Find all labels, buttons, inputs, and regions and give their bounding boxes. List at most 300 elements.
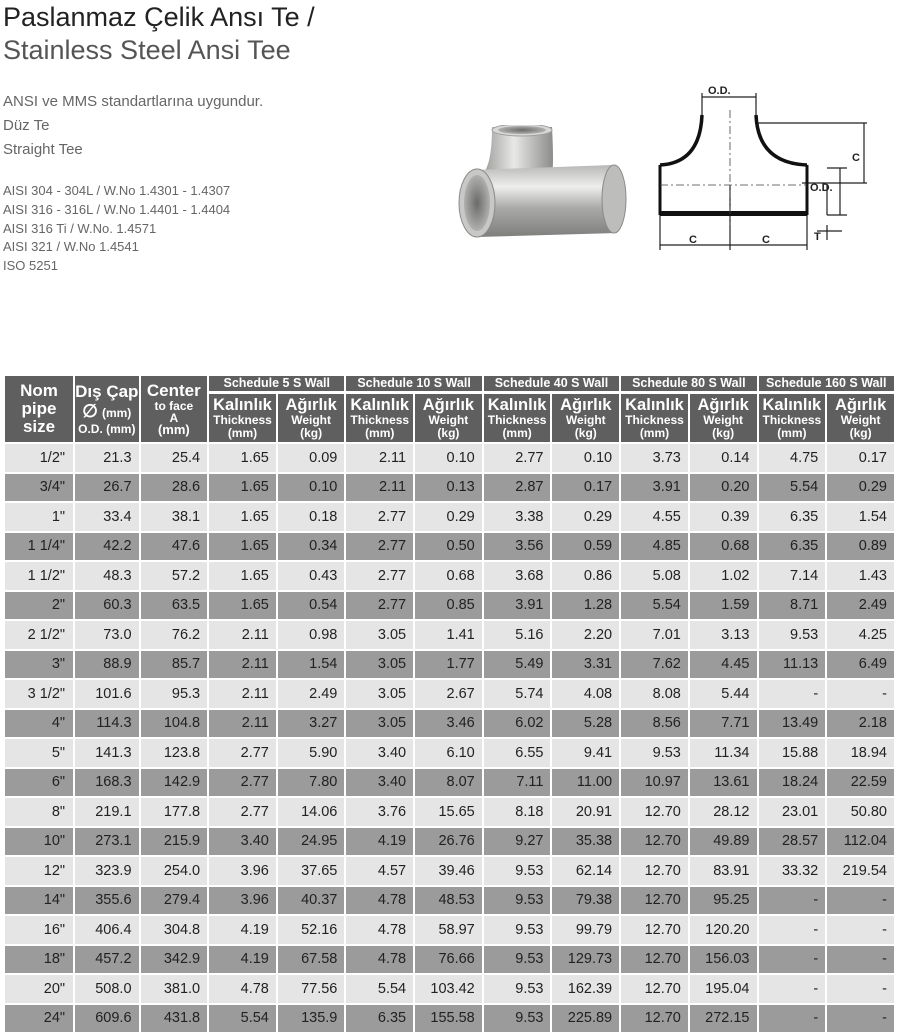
c-right-label: C (852, 152, 860, 164)
table-cell: 63.5 (141, 592, 208, 620)
table-cell: 88.9 (75, 651, 138, 679)
table-cell: - (827, 916, 894, 944)
header-schedule-10s: Schedule 10 S Wall (346, 376, 481, 392)
table-cell: 120.20 (690, 916, 757, 944)
header-text: Center (146, 381, 201, 400)
table-cell: 0.54 (278, 592, 345, 620)
table-cell: 5.44 (690, 680, 757, 708)
header-thickness (621, 394, 688, 442)
table-cell: 508.0 (75, 975, 138, 1003)
header-weight (552, 394, 619, 442)
table-cell: 6.35 (346, 1005, 413, 1033)
table-cell: 1.77 (415, 651, 482, 679)
page-subtitle: Stainless Steel Ansi Tee (3, 35, 291, 65)
table-cell: 3.38 (484, 503, 551, 531)
table-cell: 12.70 (621, 798, 688, 826)
table-cell: - (827, 680, 894, 708)
table-cell: 60.3 (75, 592, 138, 620)
table-cell: 4.78 (346, 916, 413, 944)
table-cell: 2.20 (552, 621, 619, 649)
table-cell: 2.11 (209, 710, 276, 738)
nominal-size-cell: 12" (5, 857, 73, 885)
table-cell: 52.16 (278, 916, 345, 944)
table-row (5, 444, 894, 472)
table-cell: 355.6 (75, 887, 138, 915)
table-cell: 25.4 (141, 444, 208, 472)
header-text: (mm) (639, 425, 670, 440)
table-cell: - (827, 946, 894, 974)
table-cell: 155.58 (415, 1005, 482, 1033)
table-cell: 168.3 (75, 769, 138, 797)
table-cell: 26.76 (415, 828, 482, 856)
table-cell: 0.86 (552, 562, 619, 590)
table-cell: 2.11 (209, 680, 276, 708)
table-cell: 3.96 (209, 857, 276, 885)
table-cell: 95.25 (690, 887, 757, 915)
table-cell: 2.11 (209, 651, 276, 679)
table-cell: 5.54 (621, 592, 688, 620)
description-line: ANSI ve MMS standartlarına uygundur. (3, 93, 264, 110)
table-cell: 76.2 (141, 621, 208, 649)
table-cell: 1.59 (690, 592, 757, 620)
table-cell: 0.18 (278, 503, 345, 531)
nominal-size-cell: 16" (5, 916, 73, 944)
table-cell: 0.10 (278, 474, 345, 502)
table-cell: 2.49 (278, 680, 345, 708)
table-cell: 8.08 (621, 680, 688, 708)
spec-line: AISI 316 Ti / W.No. 1.4571 (3, 220, 157, 236)
table-row (5, 798, 894, 826)
nominal-size-cell: 14" (5, 887, 73, 915)
table-row (5, 769, 894, 797)
table-cell: 9.53 (484, 1005, 551, 1033)
header-text: pipe (21, 399, 57, 418)
header-text: Ağırlık (697, 396, 749, 414)
table-row (5, 975, 894, 1003)
table-cell: 85.7 (141, 651, 208, 679)
table-cell: 2.11 (209, 621, 276, 649)
nominal-size-cell: 1 1/2" (5, 562, 73, 590)
table-cell: 342.9 (141, 946, 208, 974)
table-cell: 38.1 (141, 503, 208, 531)
table-row (5, 916, 894, 944)
table-cell: 0.85 (415, 592, 482, 620)
nominal-size-cell: 5" (5, 739, 73, 767)
table-cell: 5.74 (484, 680, 551, 708)
header-text: (mm) (365, 425, 395, 440)
table-cell: 13.49 (759, 710, 826, 738)
spec-line: AISI 304 - 304L / W.No 1.4301 - 1.4307 (3, 183, 231, 198)
table-cell: 0.17 (552, 474, 619, 502)
header-text: (kg) (437, 425, 460, 440)
table-cell: 28.6 (141, 474, 208, 502)
nominal-size-cell: 10" (5, 828, 73, 856)
table-cell: 5.28 (552, 710, 619, 738)
table-cell: 37.65 (278, 857, 345, 885)
table-cell: - (759, 680, 826, 708)
table-cell: 112.04 (827, 828, 894, 856)
table-cell: 6.02 (484, 710, 551, 738)
header-schedule-80s: Schedule 80 S Wall (621, 376, 756, 392)
table-cell: 609.6 (75, 1005, 138, 1033)
table-cell: 0.50 (415, 533, 482, 561)
header-text: size (22, 417, 56, 436)
table-cell: 18.24 (759, 769, 826, 797)
header-text: Ağırlık (422, 396, 475, 414)
table-cell: 1.54 (827, 503, 894, 531)
page-title: Paslanmaz Çelik Ansı Te / (3, 2, 315, 32)
nominal-size-cell: 24" (5, 1005, 73, 1033)
table-cell: 254.0 (141, 857, 208, 885)
nominal-size-cell: 2 1/2" (5, 621, 73, 649)
table-row (5, 828, 894, 856)
table-cell: 101.6 (75, 680, 138, 708)
header-text: Weight (565, 413, 606, 427)
spec-line: ISO 5251 (3, 258, 58, 274)
header-text: Kalınlık (213, 396, 272, 414)
table-cell: 15.65 (415, 798, 482, 826)
table-cell: 0.43 (278, 562, 345, 590)
table-cell: 4.78 (346, 946, 413, 974)
header-thickness (346, 394, 413, 442)
header-text: Kalınlık (625, 396, 684, 414)
table-cell: 0.10 (552, 444, 619, 472)
table-cell: 3.40 (346, 769, 413, 797)
table-cell: 11.34 (690, 739, 757, 767)
table-cell: 4.19 (346, 828, 413, 856)
table-cell: 0.68 (415, 562, 482, 590)
c-left-label: C (689, 234, 697, 246)
table-cell: 215.9 (141, 828, 208, 856)
table-cell: 2.77 (209, 739, 276, 767)
table-cell: 6.55 (484, 739, 551, 767)
table-cell: 0.09 (278, 444, 345, 472)
table-cell: 21.3 (75, 444, 138, 472)
table-cell: 219.1 (75, 798, 138, 826)
table-cell: 0.89 (827, 533, 894, 561)
table-cell: 77.56 (278, 975, 345, 1003)
table-cell: 162.39 (552, 975, 619, 1003)
table-cell: 76.66 (415, 946, 482, 974)
table-cell: 0.29 (827, 474, 894, 502)
table-cell: 0.34 (278, 533, 345, 561)
table-cell: 5.16 (484, 621, 551, 649)
table-cell: 12.70 (621, 975, 688, 1003)
table-row (5, 474, 894, 502)
table-cell: - (759, 1005, 826, 1033)
table-cell: 4.19 (209, 946, 276, 974)
table-cell: 2.11 (346, 444, 413, 472)
table-row (5, 1005, 894, 1033)
nominal-size-cell: 1" (5, 503, 73, 531)
table-cell: 28.57 (759, 828, 826, 856)
table-cell: 2.49 (827, 592, 894, 620)
header-schedule-160s: Schedule 160 S Wall (759, 376, 895, 392)
header-text: (mm) (227, 425, 258, 440)
dimensions-table (3, 374, 896, 1034)
header-text: (kg) (574, 425, 597, 440)
table-cell: 1.65 (209, 444, 276, 472)
od-side-label: O.D. (810, 182, 833, 194)
tee-technical-drawing (652, 85, 870, 257)
table-cell: 12.70 (621, 916, 688, 944)
table-cell: 2.77 (209, 769, 276, 797)
table-cell: 4.55 (621, 503, 688, 531)
table-cell: 12.70 (621, 828, 688, 856)
header-text: Weight (703, 413, 744, 427)
table-cell: 1.43 (827, 562, 894, 590)
table-cell: 381.0 (141, 975, 208, 1003)
header-text: Ağırlık (560, 396, 612, 414)
table-cell: 12.70 (621, 946, 688, 974)
table-cell: 4.75 (759, 444, 826, 472)
table-row (5, 857, 894, 885)
table-cell: 67.58 (278, 946, 345, 974)
header-text: (mm) (101, 406, 132, 420)
table-cell: 4.45 (690, 651, 757, 679)
table-cell: 3.91 (484, 592, 551, 620)
table-cell: 2.77 (346, 562, 413, 590)
table-cell: 48.3 (75, 562, 138, 590)
table-cell: - (827, 975, 894, 1003)
table-cell: 6.10 (415, 739, 482, 767)
table-cell: 3.05 (346, 621, 413, 649)
nominal-size-cell: 3 1/2" (5, 680, 73, 708)
c-bottom-label: C (762, 234, 770, 246)
header-text: Kalınlık (487, 396, 547, 414)
table-cell: 273.1 (75, 828, 138, 856)
header-weight (690, 394, 757, 442)
table-cell: 15.88 (759, 739, 826, 767)
spec-line: AISI 316 - 316L / W.No 1.4401 - 1.4404 (3, 201, 231, 217)
table-cell: 79.38 (552, 887, 619, 915)
header-center-to-face (141, 376, 208, 442)
header-text: Thickness (487, 413, 547, 427)
table-cell: 5.54 (759, 474, 826, 502)
table-cell: 279.4 (141, 887, 208, 915)
table-cell: - (827, 887, 894, 915)
table-cell: 62.14 (552, 857, 619, 885)
header-outer-diameter (75, 376, 138, 442)
header-weight (415, 394, 482, 442)
table-cell: 9.53 (484, 916, 551, 944)
table-cell: 9.27 (484, 828, 551, 856)
table-cell: 8.71 (759, 592, 826, 620)
table-cell: 141.3 (75, 739, 138, 767)
table-cell: 3.46 (415, 710, 482, 738)
table-cell: 4.19 (209, 916, 276, 944)
table-cell: 0.39 (690, 503, 757, 531)
table-cell: 58.97 (415, 916, 482, 944)
header-text: Weight (428, 413, 469, 427)
t-label: T (814, 231, 821, 243)
table-cell: 39.46 (415, 857, 482, 885)
table-cell: 3.31 (552, 651, 619, 679)
table-cell: 4.78 (346, 887, 413, 915)
table-cell: 9.53 (484, 887, 551, 915)
table-row (5, 621, 894, 649)
table-cell: 114.3 (75, 710, 138, 738)
table-cell: 195.04 (690, 975, 757, 1003)
table-row (5, 651, 894, 679)
table-row (5, 562, 894, 590)
diameter-icon: ∅ (82, 401, 98, 421)
table-cell: 7.11 (484, 769, 551, 797)
tee-product-photo (452, 125, 632, 247)
header-text: (kg) (849, 425, 872, 440)
table-cell: 304.8 (141, 916, 208, 944)
header-schedule-40s: Schedule 40 S Wall (484, 376, 619, 392)
table-cell: 14.06 (278, 798, 345, 826)
header-text: Ağırlık (834, 396, 887, 414)
table-cell: 9.53 (621, 739, 688, 767)
table-cell: - (759, 887, 826, 915)
header-text: Thickness (762, 413, 822, 427)
table-cell: 272.15 (690, 1005, 757, 1033)
table-row (5, 887, 894, 915)
nominal-size-cell: 3" (5, 651, 73, 679)
table-cell: 9.53 (484, 975, 551, 1003)
header-weight (278, 394, 345, 442)
table-cell: 2.11 (346, 474, 413, 502)
table-row (5, 739, 894, 767)
table-cell: 22.59 (827, 769, 894, 797)
table-cell: 225.89 (552, 1005, 619, 1033)
nominal-size-cell: 1 1/4" (5, 533, 73, 561)
header-thickness (484, 394, 551, 442)
table-cell: 457.2 (75, 946, 138, 974)
table-cell: 28.12 (690, 798, 757, 826)
table-cell: 3.56 (484, 533, 551, 561)
table-cell: 23.01 (759, 798, 826, 826)
table-cell: 4.78 (209, 975, 276, 1003)
table-cell: 3.91 (621, 474, 688, 502)
header-thickness (759, 394, 826, 442)
table-cell: 40.37 (278, 887, 345, 915)
nominal-size-cell: 2" (5, 592, 73, 620)
table-cell: 7.01 (621, 621, 688, 649)
header-text: Thickness (213, 413, 272, 427)
nominal-size-cell: 20" (5, 975, 73, 1003)
table-cell: 1.65 (209, 503, 276, 531)
table-cell: 9.41 (552, 739, 619, 767)
description-line: Straight Tee (3, 141, 83, 158)
header-thickness (209, 394, 276, 442)
table-cell: 142.9 (141, 769, 208, 797)
table-cell: 33.32 (759, 857, 826, 885)
table-cell: 7.71 (690, 710, 757, 738)
table-cell: 11.00 (552, 769, 619, 797)
header-text: Dış Çap (75, 382, 139, 401)
table-cell: 7.62 (621, 651, 688, 679)
table-row (5, 946, 894, 974)
table-cell: 1.02 (690, 562, 757, 590)
table-cell: 2.77 (346, 533, 413, 561)
description (3, 90, 263, 162)
table-cell: 33.4 (75, 503, 138, 531)
table-cell: 9.53 (759, 621, 826, 649)
table-cell: 12.70 (621, 1005, 688, 1033)
table-cell: 47.6 (141, 533, 208, 561)
table-cell: 3.68 (484, 562, 551, 590)
table-cell: 42.2 (75, 533, 138, 561)
table-cell: 1.28 (552, 592, 619, 620)
table-cell: 9.53 (484, 857, 551, 885)
table-cell: 5.54 (209, 1005, 276, 1033)
table-cell: 123.8 (141, 739, 208, 767)
table-row (5, 592, 894, 620)
od-top-label: O.D. (708, 85, 731, 97)
table-cell: 1.54 (278, 651, 345, 679)
header-text: Thickness (350, 413, 410, 427)
table-cell: 95.3 (141, 680, 208, 708)
table-cell: 431.8 (141, 1005, 208, 1033)
table-cell: 3.73 (621, 444, 688, 472)
table-cell: 8.07 (415, 769, 482, 797)
table-cell: 0.17 (827, 444, 894, 472)
header-text: (kg) (300, 425, 323, 440)
table-cell: 6.49 (827, 651, 894, 679)
table-cell: 99.79 (552, 916, 619, 944)
table-cell: 5.54 (346, 975, 413, 1003)
table-cell: 4.85 (621, 533, 688, 561)
description-line: Düz Te (3, 117, 50, 134)
table-cell: 6.35 (759, 503, 826, 531)
table-cell: 49.89 (690, 828, 757, 856)
nominal-size-cell: 8" (5, 798, 73, 826)
table-cell: 20.91 (552, 798, 619, 826)
table-cell: - (759, 946, 826, 974)
nominal-size-cell: 1/2" (5, 444, 73, 472)
table-cell: 83.91 (690, 857, 757, 885)
table-cell: 2.87 (484, 474, 551, 502)
header-text: (mm) (157, 422, 190, 437)
header-schedule-5s: Schedule 5 S Wall (209, 376, 344, 392)
table-cell: 24.95 (278, 828, 345, 856)
table-cell: 323.9 (75, 857, 138, 885)
table-cell: 7.14 (759, 562, 826, 590)
table-cell: 1.41 (415, 621, 482, 649)
header-text: (mm) (777, 425, 807, 440)
table-cell: 0.68 (690, 533, 757, 561)
table-cell: 0.14 (690, 444, 757, 472)
table-cell: 7.80 (278, 769, 345, 797)
table-cell: 3.27 (278, 710, 345, 738)
table-cell: 8.18 (484, 798, 551, 826)
table-cell: 5.08 (621, 562, 688, 590)
table-cell: 12.70 (621, 887, 688, 915)
table-cell: 103.42 (415, 975, 482, 1003)
table-cell: 73.0 (75, 621, 138, 649)
header-text: Kalınlık (762, 396, 822, 414)
table-cell: 13.61 (690, 769, 757, 797)
table-cell: 2.67 (415, 680, 482, 708)
table-cell: 4.57 (346, 857, 413, 885)
table-cell: 3.05 (346, 710, 413, 738)
table-cell: 0.29 (415, 503, 482, 531)
header-text: Thickness (625, 413, 684, 427)
table-cell: 35.38 (552, 828, 619, 856)
table-cell: 3.40 (346, 739, 413, 767)
table-cell: 0.10 (415, 444, 482, 472)
table-row (5, 503, 894, 531)
table-cell: - (827, 1005, 894, 1033)
table-cell: 177.8 (141, 798, 208, 826)
table-row (5, 710, 894, 738)
table-cell: 50.80 (827, 798, 894, 826)
nominal-size-cell: 18" (5, 946, 73, 974)
header-text: to face (154, 399, 194, 413)
